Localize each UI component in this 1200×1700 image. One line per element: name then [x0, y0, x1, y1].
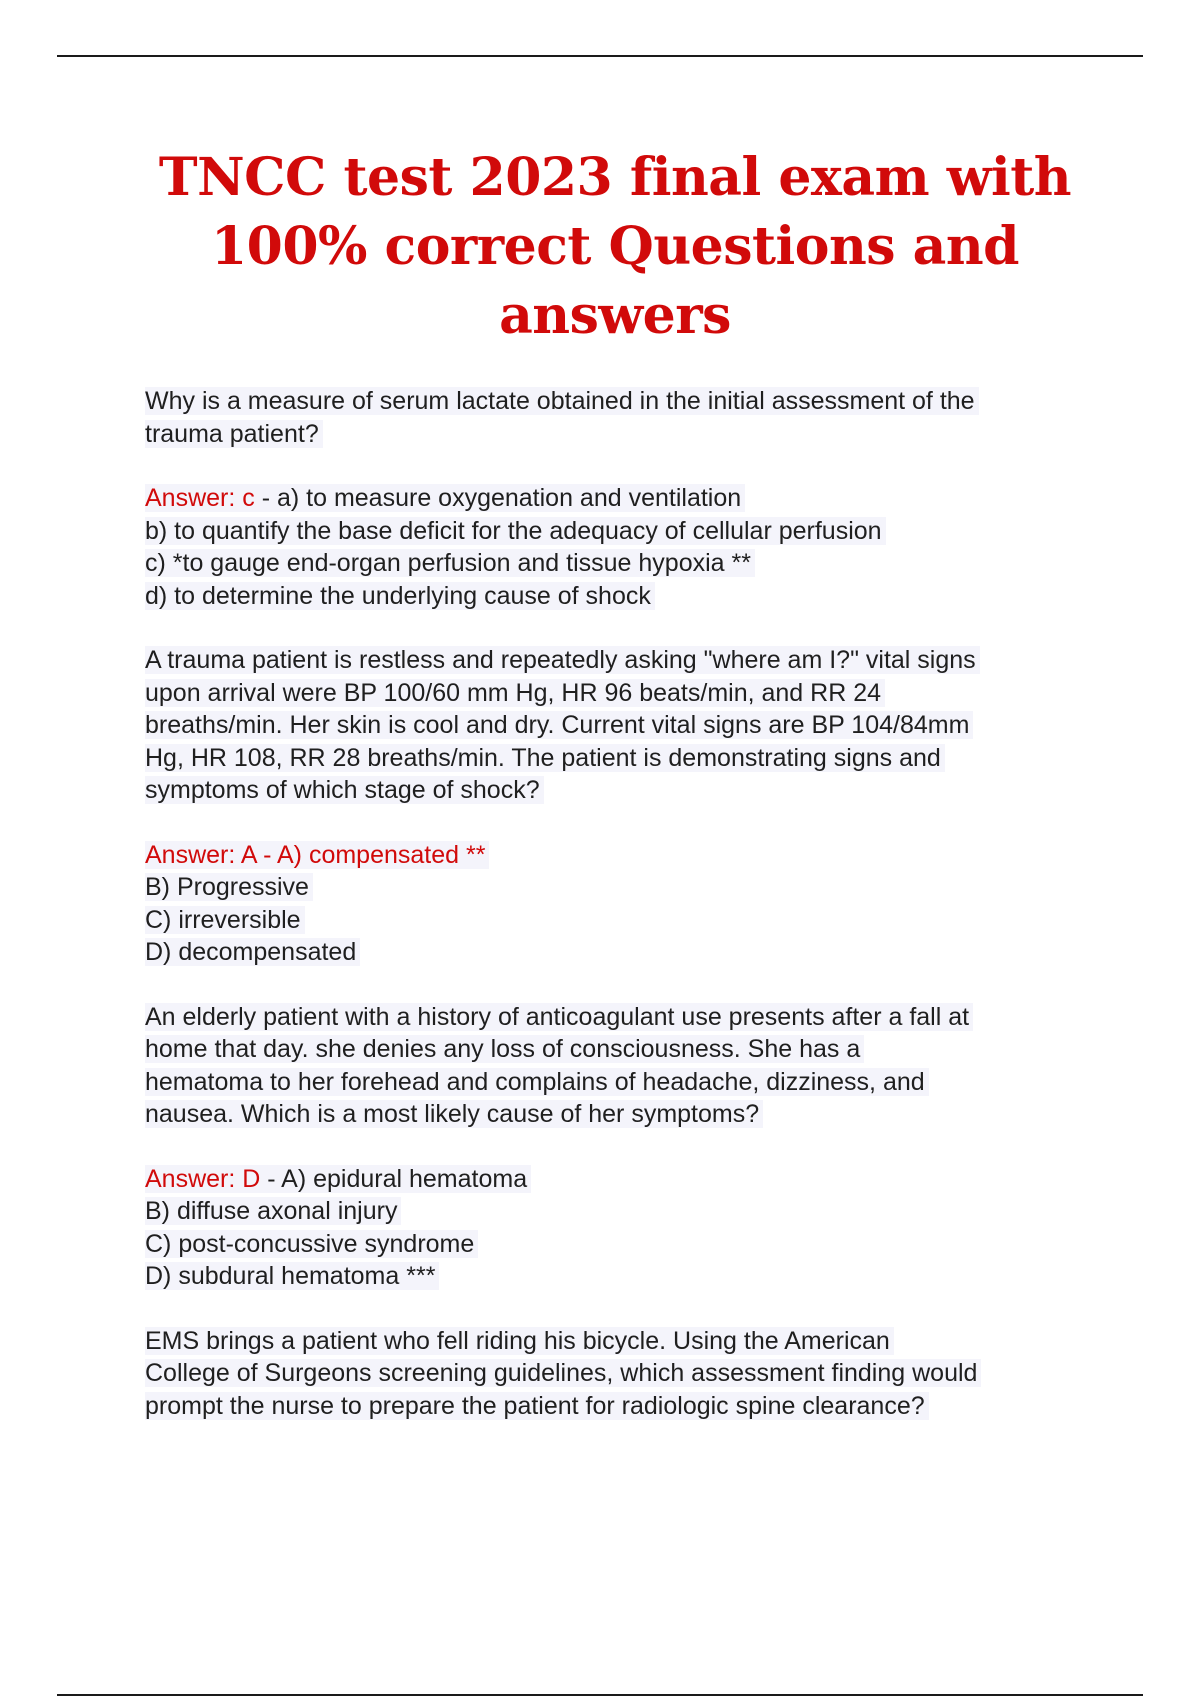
question-3	[145, 1001, 1105, 1131]
answer-1	[145, 482, 1105, 612]
question-line: nausea. Which is a most likely cause of her symptoms?	[145, 1098, 1105, 1131]
question-line: symptoms of which stage of shock?	[145, 774, 1105, 807]
title-line: 100% correct Questions and	[210, 216, 1020, 277]
answer-option: - A) compensated **	[256, 840, 486, 869]
question-line: hematoma to her forehead and complains of headache, dizziness, and	[145, 1066, 1105, 1099]
question-line: A trauma patient is restless and repeatedly asking "where am I?" vital signs	[145, 644, 1105, 677]
question-line: prompt the nurse to prepare the patient for radiologic spine clearance?	[145, 1390, 1105, 1423]
answer-option: B) Progressive	[145, 871, 1105, 904]
title-line: TNCC test 2023 final exam with	[158, 147, 1072, 208]
answer-line	[145, 1163, 1105, 1196]
question-line: trauma patient?	[145, 418, 1105, 451]
question-line: home that day. she denies any loss of consciousness. She has a	[145, 1033, 1105, 1066]
bottom-rule	[57, 1694, 1143, 1696]
answer-option: D) subdural hematoma ***	[145, 1260, 1105, 1293]
answer-option: C) post-concussive syndrome	[145, 1228, 1105, 1261]
title-line: answers	[499, 285, 731, 346]
answer-3	[145, 1163, 1105, 1293]
document-title	[150, 143, 1080, 350]
answer-line	[145, 839, 1105, 872]
answer-option: D) decompensated	[145, 936, 1105, 969]
answer-label: Answer: D	[145, 1164, 261, 1193]
answer-option: C) irreversible	[145, 904, 1105, 937]
question-line: Why is a measure of serum lactate obtained in the initial assessment of the	[145, 385, 1105, 418]
question-line: Hg, HR 108, RR 28 breaths/min. The patient is demonstrating signs and	[145, 742, 1105, 775]
top-rule	[57, 55, 1143, 57]
question-line: College of Surgeons screening guidelines, which assessment finding would	[145, 1357, 1105, 1390]
answer-line	[145, 482, 1105, 515]
question-line: breaths/min. Her skin is cool and dry. Current vital signs are BP 104/84mm	[145, 709, 1105, 742]
question-1	[145, 385, 1105, 450]
answer-option: d) to determine the underlying cause of shock	[145, 580, 1105, 613]
question-line: upon arrival were BP 100/60 mm Hg, HR 96 beats/min, and RR 24	[145, 677, 1105, 710]
answer-2	[145, 839, 1105, 969]
qa-content	[145, 385, 1105, 1454]
answer-option: B) diffuse axonal injury	[145, 1195, 1105, 1228]
answer-option: - A) epidural hematoma	[260, 1164, 528, 1193]
question-line: An elderly patient with a history of anticoagulant use presents after a fall at	[145, 1001, 1105, 1034]
question-4	[145, 1325, 1105, 1423]
answer-label: Answer: A	[145, 840, 257, 869]
answer-option: - a) to measure oxygenation and ventilation	[254, 484, 742, 512]
answer-option: b) to quantify the base deficit for the adequacy of cellular perfusion	[145, 515, 1105, 548]
question-2	[145, 644, 1105, 807]
answer-label: Answer: c	[145, 484, 255, 512]
answer-option: c) *to gauge end-organ perfusion and tissue hypoxia **	[145, 547, 1105, 580]
question-line: EMS brings a patient who fell riding his bicycle. Using the American	[145, 1325, 1105, 1358]
